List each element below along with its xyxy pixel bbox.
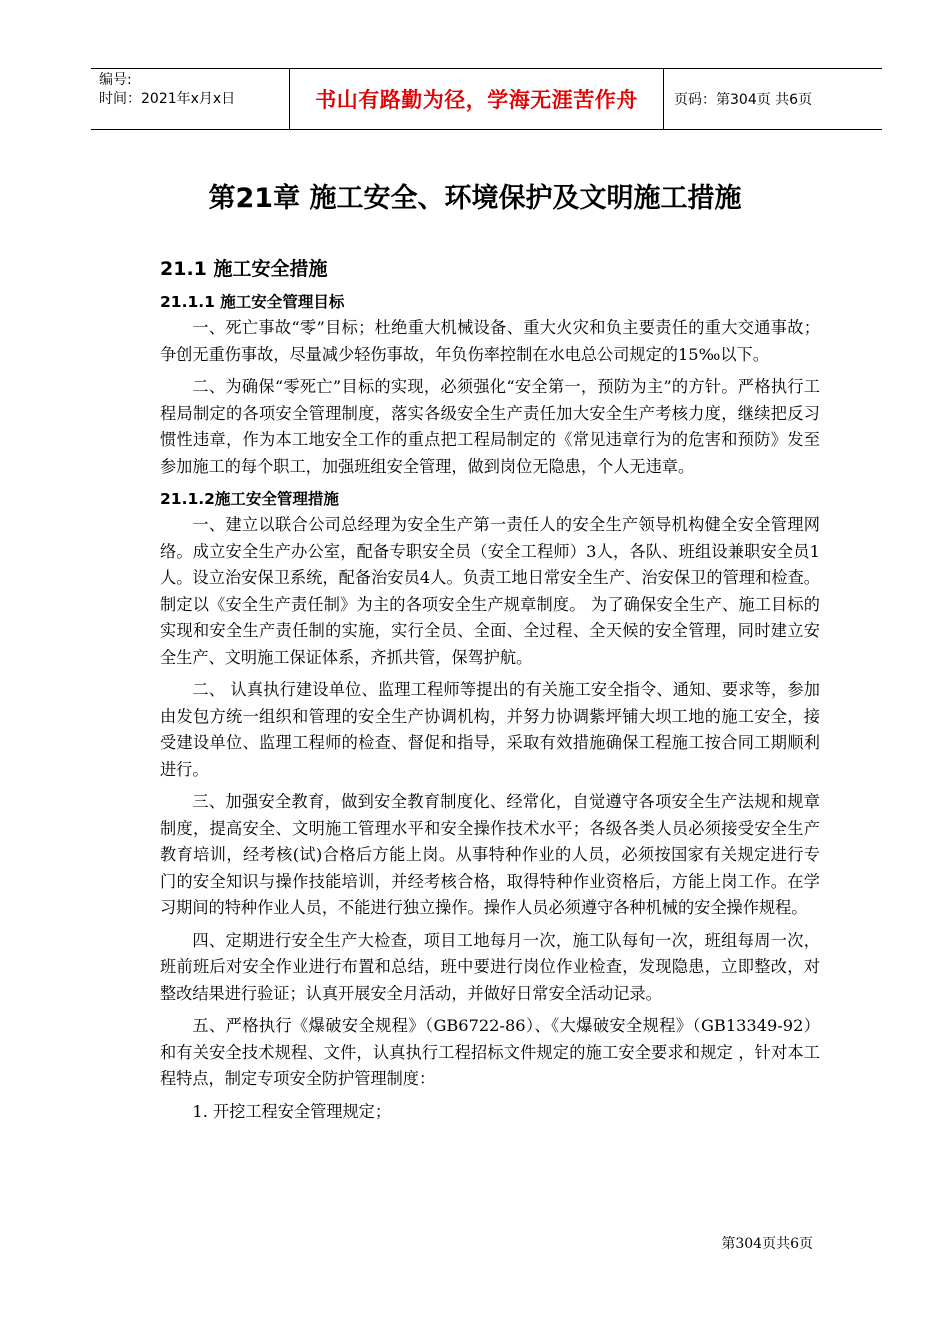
paragraph: 二、 认真执行建设单位、监理工程师等提出的有关施工安全指令、通知、要求等，参加由发包方统一组织和管理的安全生产协调机构，并努力协调紫坪铺大坝工地的施工安全，接受建设单位、监理工程师的检查、督促和指导，采取有效措施确保工程施工按合同工期顺利进行。	[160, 680, 820, 779]
section-heading: 21.1 施工安全措施	[160, 258, 328, 280]
header-meta	[91, 69, 290, 129]
paragraph: 五、严格执行《爆破安全规程》（GB6722-86）、《大爆破安全规程》（GB13349-92）和有关安全技术规程、文件，认真执行工程招标文件规定的施工安全要求和规定 ，针对本工程特点，制定专项安全防护管理制度：	[160, 1016, 820, 1088]
page-footer: 第304页共6页	[721, 1236, 813, 1252]
list-item: 1. 开挖工程安全管理规定；	[192, 1101, 392, 1121]
chapter-title: 第21章 施工安全、环境保护及文明施工措施	[208, 183, 742, 214]
paragraph: 一、建立以联合公司总经理为安全生产第一责任人的安全生产领导机构健全安全管理网络。成立安全生产办公室，配备专职安全员（安全工程师）3人，各队、班组设兼职安全员1人。设立治安保卫系统，配备治安员4人。负责工地日常安全生产、治安保卫的管理和检查。制定以《安全生产责任制》为主的各项安全生产规章制度。 为了确保安全生产、施工目标的实现和安全生产责任制的实施，实行全员、全面、全过程、全天候的安全管理，同时建立安全生产、文明施工保证体系，齐抓共管，保驾护航。	[160, 515, 820, 667]
header-motto: 书山有路勤为径，学海无涯苦作舟	[290, 69, 664, 129]
header-page-info: 页码：第304页 共6页	[674, 92, 813, 108]
paragraph: 二、为确保“零死亡”目标的实现，必须强化“安全第一，预防为主”的方针。严格执行工程局制定的各项安全管理制度，落实各级安全生产责任加大安全生产考核力度，继续把反习惯性违章，作为本工地安全工作的重点把工程局制定的《常见违章行为的危害和预防》发至参加施工的每个职工，加强班组安全管理，做到岗位无隐患，个人无违章。	[160, 377, 820, 476]
paragraph: 三、加强安全教育，做到安全教育制度化、经常化，自觉遵守各项安全生产法规和规章制度，提高安全、文明施工管理水平和安全操作技术水平；各级各类人员必须接受安全生产教育培训，经考核(试)合格后方能上岗。从事特种作业的人员，必须按国家有关规定进行专门的安全知识与操作技能培训，并经考核合格，取得特种作业资格后，方能上岗工作。在学习期间的特种作业人员，不能进行独立操作。操作人员必须遵守各种机械的安全操作规程。	[160, 792, 820, 917]
subsection-heading-2: 21.1.2施工安全管理措施	[160, 490, 339, 508]
document-time-label: 时间：2021年x月x日	[99, 91, 236, 107]
main-content	[160, 255, 820, 1131]
page-header	[91, 68, 882, 130]
subsection-heading-1: 21.1.1 施工安全管理目标	[160, 293, 345, 311]
paragraph: 一、死亡事故“零”目标；杜绝重大机械设备、重大火灾和负主要责任的重大交通事故；争创无重伤事故，尽量减少轻伤事故，年负伤率控制在水电总公司规定的15‰以下。	[160, 318, 820, 364]
paragraph: 四、定期进行安全生产大检查，项目工地每月一次，施工队每旬一次，班组每周一次，班前班后对安全作业进行布置和总结，班中要进行岗位作业检查，发现隐患，立即整改，对整改结果进行验证；认真开展安全月活动，并做好日常安全活动记录。	[160, 930, 820, 1003]
document-number-label: 编号:	[99, 72, 132, 88]
